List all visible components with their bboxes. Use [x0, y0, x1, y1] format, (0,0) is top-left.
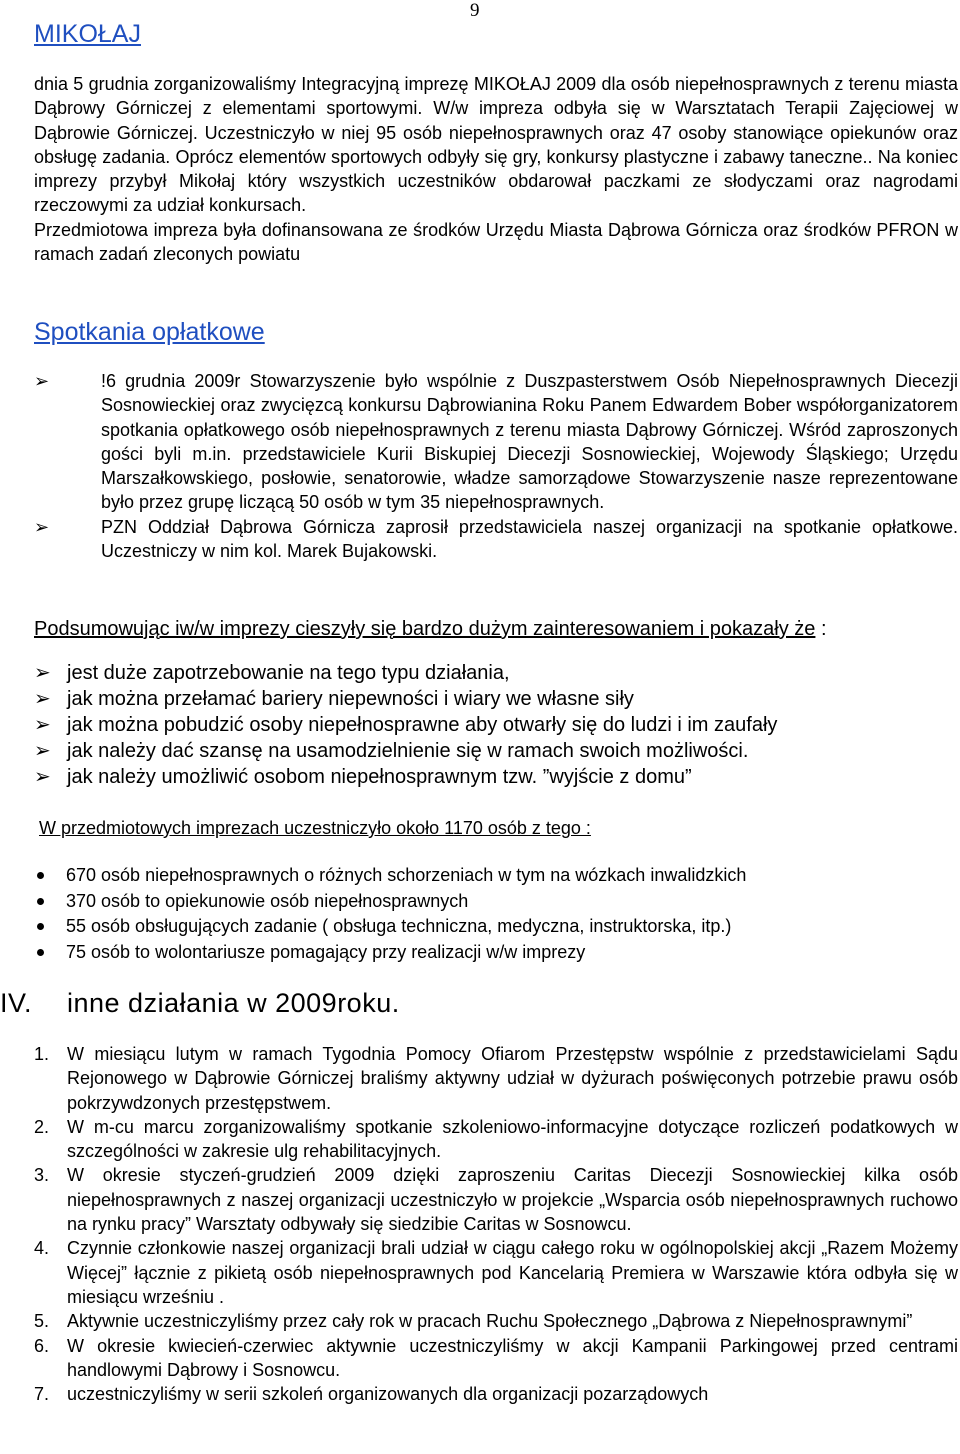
- spotkania-list: [34, 369, 958, 563]
- summary-heading: [34, 617, 958, 641]
- list-item: [34, 515, 958, 564]
- page-number: 9: [470, 0, 480, 21]
- list-item: [34, 686, 958, 712]
- list-item-text: W miesiącu lutym w ramach Tygodnia Pomocy Ofiarom Przestępstw wspólnie z przedstawicielami Sądu Rejonowego w Dąbrowie Górniczej braliśmy aktywny udział w dyżurach poświęconych potrzebie prawu osób pokrzywdzonych przestępstwem.: [67, 1044, 958, 1113]
- item-number: 3.: [34, 1165, 50, 1186]
- list-item-text: W okresie styczeń-grudzień 2009 dzięki zaproszeniu Caritas Diecezji Sosnowieckiej kilka osób niepełnosprawnych z naszej organizacji uczestniczyło w projekcie „Wsparcia osób niepełnosprawnych ruchowo na rynku pracy” Warsztaty odbywały się siedzibie Caritas w Sosnowcu.: [67, 1165, 958, 1235]
- list-item: [34, 1334, 958, 1383]
- list-item-text: W okresie kwiecień-czerwiec aktywnie uczestniczyliśmy w akcji Kampanii Parkingowej przed centrami handlowymi Dąbrowy i Sosnowcu.: [67, 1335, 958, 1380]
- summary-heading-suffix: :: [815, 618, 827, 640]
- summary-list: [34, 660, 958, 790]
- list-item-text: W m-cu marcu zorganizowaliśmy spotkanie szkoleniowo-informacyjne dotyczące rozliczeń podatkowych w szczególności w zakresie ulg rehabilitacyjnych.: [67, 1116, 958, 1162]
- list-item-text: Aktywnie uczestniczyliśmy przez cały rok w pracach Ruchu Społecznego „Dąbrowa z Niepełnosprawnymi”: [67, 1311, 913, 1332]
- arrow-bullet-icon: ➢: [34, 662, 51, 684]
- list-item: [34, 738, 958, 764]
- list-item-text: jak należy umożliwić osobom niepełnosprawnym tzw. ”wyjście z domu”: [67, 766, 692, 788]
- list-item: [34, 1382, 958, 1406]
- arrow-bullet-icon: ➢: [34, 714, 51, 736]
- list-item: [34, 369, 958, 515]
- item-number: 1.: [34, 1044, 50, 1064]
- list-item-text: PZN Oddział Dąbrowa Górnicza zaprosił przedstawiciela naszej organizacji na spotkanie opłatkowe. Uczestniczy w nim kol. Marek Bujakowski.: [101, 516, 958, 562]
- section-title-mikolaj: MIKOŁAJ: [34, 20, 141, 48]
- list-item-text: jak można pobudzić osoby niepełnosprawne aby otwarły się do ludzi i im zaufały: [67, 714, 778, 736]
- section-title: inne działania w 2009roku.: [67, 988, 400, 1018]
- list-item: [34, 1309, 958, 1333]
- activities-list: [34, 1042, 958, 1406]
- list-item-text: jak należy dać szansę na usamodzielnienie się w ramach swoich możliwości.: [67, 740, 749, 762]
- list-item-text: jest duże zapotrzebowanie na tego typu działania,: [67, 662, 510, 684]
- bullet-dot-icon: [37, 872, 44, 879]
- list-item-text: 75 osób to wolontariusze pomagający przy realizacji w/w imprezy: [66, 941, 586, 962]
- list-item: [34, 914, 958, 940]
- bullet-dot-icon: [37, 923, 44, 930]
- arrow-bullet-icon: ➢: [34, 516, 50, 537]
- item-number: 7.: [34, 1384, 50, 1405]
- summary-heading-text: Podsumowując iw/w imprezy cieszyły się bardzo dużym zainteresowaniem i pokazały że: [34, 618, 816, 640]
- list-item: [34, 889, 958, 915]
- list-item: [34, 712, 958, 738]
- arrow-bullet-icon: ➢: [34, 688, 51, 710]
- item-number: 2.: [34, 1116, 50, 1137]
- item-number: 4.: [34, 1238, 50, 1259]
- list-item: [34, 764, 958, 790]
- arrow-bullet-icon: ➢: [34, 766, 51, 788]
- list-item-text: uczestniczyliśmy w serii szkoleń organizowanych dla organizacji pozarządowych: [67, 1384, 709, 1405]
- section-heading-iv: [0, 988, 400, 1019]
- arrow-bullet-icon: ➢: [34, 740, 51, 762]
- list-item-text: Czynnie członkowie naszej organizacji brali udział w ciągu całego roku w ogólnopolskiej akcji „Razem Możemy Więcej” łącznie z pikietą osób niepełnosprawnych pod Kancelarią Premiera w Warszawie która odbyła się w miesiącu wrześniu .: [67, 1238, 958, 1307]
- stats-heading: W przedmiotowych imprezach uczestniczyło około 1170 osób z tego :: [39, 818, 591, 838]
- bullet-dot-icon: [37, 949, 44, 956]
- bullet-dot-icon: [37, 898, 44, 905]
- item-number: 5.: [34, 1311, 50, 1332]
- list-item: [34, 940, 958, 966]
- list-item: [34, 1115, 958, 1164]
- list-item: [34, 1042, 958, 1115]
- section-title-spotkania: Spotkania opłatkowe: [34, 318, 265, 346]
- list-item: [34, 1236, 958, 1309]
- mikolaj-description: [34, 72, 958, 266]
- list-item-text: jak można przełamać bariery niepewności i wiary we własne siły: [67, 688, 634, 710]
- list-item-text: !6 grudnia 2009r Stowarzyszenie było wspólnie z Duszpasterstwem Osób Niepełnosprawnych Diecezji Sosnowieckiej oraz zwycięzcą konkursu Dąbrowianina Roku Panem Edwardem Bober współorganizatorem spotkania opłatkowego osób niepełnosprawnych z terenu miasta Dąbrowy Górniczej. Wśród zaproszonych gości byli m.in. przedstawiciele Kurii Biskupiej Diecezji Sosnowieckiej, Wojewody Śląskiego; Urzędu Marszałkowskiego, posłowie, senatorowie, władze samorządowe Stowarzyszenie nasze reprezentowane było przez grupę liczącą 50 osób w tym 35 niepełnosprawnych.: [101, 371, 958, 513]
- mikolaj-paragraph-2: Przedmiotowa impreza była dofinansowana ze środków Urzędu Miasta Dąbrowa Górnicza oraz środków PFRON w ramach zadań zleconych powiatu: [34, 219, 958, 265]
- list-item: [34, 660, 958, 686]
- list-item-text: 670 osób niepełnosprawnych o różnych schorzeniach w tym na wózkach inwalidzkich: [66, 865, 747, 885]
- list-item: [34, 1163, 958, 1236]
- stats-list: [34, 863, 958, 965]
- item-number: 6.: [34, 1335, 50, 1356]
- list-item-text: 55 osób obsługujących zadanie ( obsługa techniczna, medyczna, instruktorska, itp.): [66, 916, 732, 936]
- list-item: [34, 863, 958, 889]
- arrow-bullet-icon: ➢: [34, 371, 50, 391]
- section-number: IV.: [0, 988, 33, 1018]
- list-item-text: 370 osób to opiekunowie osób niepełnosprawnych: [66, 890, 469, 911]
- mikolaj-paragraph-1: dnia 5 grudnia zorganizowaliśmy Integracyjną imprezę MIKOŁAJ 2009 dla osób niepełnosprawnych z terenu miasta Dąbrowy Górniczej z elementami sportowymi. W/w impreza odbyła się w Warsztatach Terapii Zajęciowej w Dąbrowie Górniczej. Uczestniczyło w niej 95 osób niepełnosprawnych oraz 47 osoby stanowiące opiekunów oraz obsługę zadania. Oprócz elementów sportowych odbyły się gry, konkursy plastyczne i zabawy taneczne.. Na koniec imprezy przybył Mikołaj który wszystkich uczestników obdarował paczkami ze słodyczami oraz nagrodami rzeczowymi za udział konkursach.: [34, 74, 958, 216]
